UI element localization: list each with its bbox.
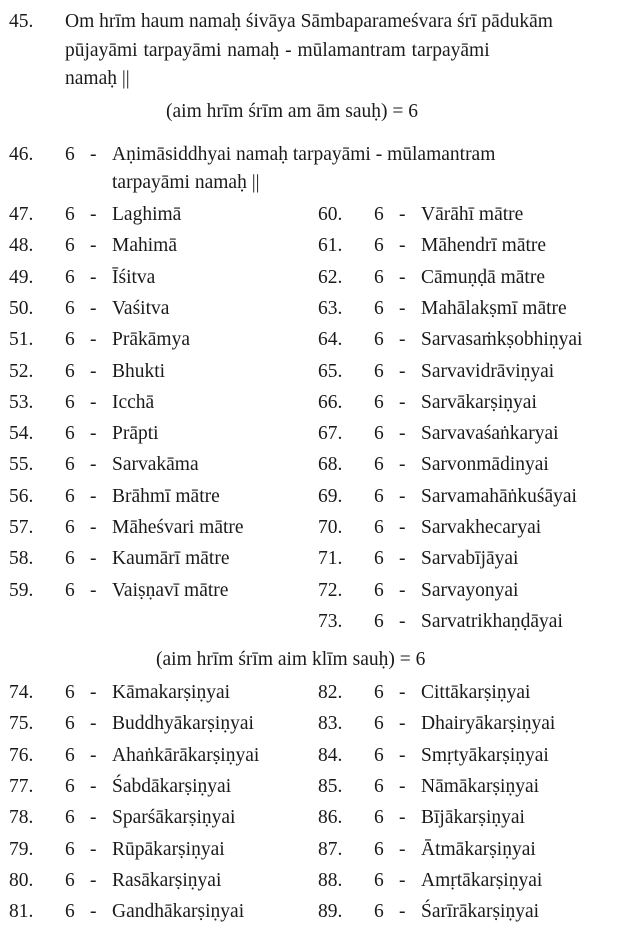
entry-name: Īśitva <box>112 266 156 288</box>
entry-number: 49. <box>9 266 34 288</box>
entry-name: Vaśitva <box>112 297 170 319</box>
entry-count: 6 <box>374 838 384 860</box>
entry-count: 6 <box>65 423 75 445</box>
entry-name: Mahimā <box>112 235 177 257</box>
entry-number: 53. <box>9 391 34 413</box>
entry-number: 61. <box>318 235 343 257</box>
entry-number: 67. <box>318 423 343 445</box>
entry-dash: - <box>90 485 97 507</box>
entry-dash: - <box>399 329 406 351</box>
entry-count: 6 <box>374 713 384 735</box>
entry-name: Kaumārī mātre <box>112 548 230 570</box>
entry-count: 6 <box>374 807 384 829</box>
entry-number: 59. <box>9 579 34 601</box>
entry-number: 81. <box>9 901 34 923</box>
entry-name: Amṛtākarṣiṇyai <box>421 869 543 891</box>
entry-number: 85. <box>318 775 343 797</box>
entry-dash: - <box>90 204 97 225</box>
entry-number: 62. <box>318 266 343 288</box>
entry-dash: - <box>90 329 97 351</box>
entry-number: 50. <box>9 297 34 319</box>
entry-dash: - <box>399 423 406 445</box>
entry-name: Mahālakṣmī mātre <box>421 297 567 319</box>
entry-number: 88. <box>318 869 343 891</box>
entry-dash: - <box>90 266 97 288</box>
entry-count: 6 <box>65 329 75 351</box>
entry-dash: - <box>90 391 97 413</box>
entry-count: 6 <box>65 579 75 601</box>
entry-text-line: Om hrīm haum namaḥ śivāya Sāmbaparameśvara śrī pādukām <box>65 11 553 32</box>
entry-number: 70. <box>318 517 343 538</box>
entry-count: 6 <box>65 144 75 165</box>
entry-count: 6 <box>65 548 75 570</box>
entry-dash: - <box>90 360 97 382</box>
entry-name: Ātmākarṣiṇyai <box>421 838 536 860</box>
entry-number: 51. <box>9 329 34 351</box>
entry-text-line: Aṇimāsiddhyai namaḥ tarpayāmi - mūlamantram <box>112 144 496 165</box>
entry-dash: - <box>399 391 406 413</box>
entry-dash: - <box>399 204 406 225</box>
entry-count: 6 <box>65 297 75 319</box>
entry-dash: - <box>90 807 97 829</box>
entry-number: 65. <box>318 360 343 382</box>
entry-dash: - <box>90 744 97 766</box>
entry-text-line: namaḥ || <box>65 68 130 89</box>
entry-name: Sarvākarṣiṇyai <box>421 391 537 413</box>
entry-name: Sparśākarṣiṇyai <box>112 807 236 829</box>
entry-number: 60. <box>318 204 343 225</box>
entry-dash: - <box>90 517 97 538</box>
entry-dash: - <box>399 744 406 766</box>
entry-dash: - <box>90 775 97 797</box>
entry-count: 6 <box>65 360 75 382</box>
entry-name: Sarvamahāṅkuśāyai <box>421 485 577 507</box>
entry-name: Rasākarṣiṇyai <box>112 869 222 891</box>
entry-number: 66. <box>318 391 343 413</box>
entry-count: 6 <box>65 485 75 507</box>
entry-count: 6 <box>65 517 75 538</box>
entry-dash: - <box>90 713 97 735</box>
entry-number: 82. <box>318 682 343 703</box>
entry-name: Śarīrākarṣiṇyai <box>421 901 540 923</box>
entry-number: 47. <box>9 204 34 225</box>
entry-count: 6 <box>374 204 384 225</box>
entry-number: 57. <box>9 517 34 538</box>
entry-number: 72. <box>318 579 343 601</box>
entry-dash: - <box>90 838 97 860</box>
entry-dash: - <box>399 713 406 735</box>
entry-number: 45. <box>9 11 34 32</box>
entry-dash: - <box>90 682 97 703</box>
entry-dash: - <box>90 454 97 476</box>
mantra-equation: (aim hrīm śrīm aim klīm sauḥ) = 6 <box>156 649 426 670</box>
entry-dash: - <box>399 297 406 319</box>
entry-count: 6 <box>374 266 384 288</box>
entry-dash: - <box>399 838 406 860</box>
entry-count: 6 <box>374 610 384 632</box>
entry-dash: - <box>399 682 406 703</box>
entry-name: Cittākarṣiṇyai <box>421 682 531 703</box>
entry-number: 69. <box>318 485 343 507</box>
entry-name: Māhendrī mātre <box>421 235 547 257</box>
entry-dash: - <box>399 454 406 476</box>
entry-dash: - <box>90 869 97 891</box>
entry-number: 87. <box>318 838 343 860</box>
entry-name: Sarvavaśaṅkaryai <box>421 423 559 445</box>
entry-count: 6 <box>374 360 384 382</box>
entry-count: 6 <box>374 423 384 445</box>
entry-count: 6 <box>374 329 384 351</box>
entry-name: Sarvayonyai <box>421 579 519 601</box>
entry-dash: - <box>399 775 406 797</box>
entry-number: 74. <box>9 682 34 703</box>
entry-dash: - <box>399 235 406 257</box>
entry-count: 6 <box>374 485 384 507</box>
entry-number: 58. <box>9 548 34 570</box>
entry-name: Sarvatrikhaṇḍāyai <box>421 610 563 632</box>
entry-dash: - <box>399 266 406 288</box>
entry-dash: - <box>399 517 406 538</box>
entry-dash: - <box>90 144 97 165</box>
entry-count: 6 <box>65 869 75 891</box>
entry-name: Brāhmī mātre <box>112 485 220 507</box>
entry-number: 48. <box>9 235 34 257</box>
entry-dash: - <box>399 807 406 829</box>
entry-count: 6 <box>65 775 75 797</box>
entry-count: 6 <box>374 901 384 923</box>
entry-number: 63. <box>318 297 343 319</box>
entry-dash: - <box>90 297 97 319</box>
entry-number: 46. <box>9 144 34 165</box>
entry-dash: - <box>399 869 406 891</box>
entry-name: Sarvabījāyai <box>421 548 519 570</box>
entry-name: Gandhākarṣiṇyai <box>112 901 245 923</box>
entry-number: 79. <box>9 838 34 860</box>
entry-dash: - <box>90 423 97 445</box>
entry-name: Sarvakāma <box>112 454 199 476</box>
entry-number: 78. <box>9 807 34 829</box>
entry-dash: - <box>90 901 97 923</box>
entry-name: Sarvakhecaryai <box>421 517 542 538</box>
entry-number: 77. <box>9 775 34 797</box>
entry-number: 89. <box>318 901 343 923</box>
entry-dash: - <box>399 610 406 632</box>
entry-count: 6 <box>65 901 75 923</box>
entry-name: Bhukti <box>112 360 166 382</box>
entry-number: 80. <box>9 869 34 891</box>
entry-count: 6 <box>374 869 384 891</box>
entry-name: Ahaṅkārākarṣiṇyai <box>112 744 260 766</box>
entry-text-line: tarpayāmi namaḥ || <box>112 172 260 193</box>
entry-count: 6 <box>374 297 384 319</box>
entry-name: Prāpti <box>112 423 159 445</box>
entry-count: 6 <box>374 744 384 766</box>
entry-count: 6 <box>65 266 75 288</box>
entry-count: 6 <box>374 682 384 703</box>
entry-count: 6 <box>65 204 75 225</box>
entry-text-line: pūjayāmi tarpayāmi namaḥ - mūlamantram tarpayāmi <box>65 40 490 61</box>
entry-number: 56. <box>9 485 34 507</box>
entry-dash: - <box>399 901 406 923</box>
entry-name: Sarvavidrāviṇyai <box>421 360 555 382</box>
entry-count: 6 <box>374 454 384 476</box>
entry-name: Sarvasaṁkṣobhiṇyai <box>421 329 583 351</box>
entry-count: 6 <box>374 517 384 538</box>
entry-name: Sarvonmādinyai <box>421 454 549 476</box>
entry-name: Laghimā <box>112 204 182 225</box>
entry-count: 6 <box>374 548 384 570</box>
entry-dash: - <box>399 548 406 570</box>
entry-count: 6 <box>374 391 384 413</box>
entry-number: 73. <box>318 610 343 632</box>
entry-count: 6 <box>374 775 384 797</box>
entry-count: 6 <box>65 682 75 703</box>
entry-dash: - <box>399 485 406 507</box>
entry-number: 75. <box>9 713 34 735</box>
entry-name: Bījākarṣiṇyai <box>421 807 525 829</box>
entry-number: 54. <box>9 423 34 445</box>
entry-number: 76. <box>9 744 34 766</box>
entry-number: 86. <box>318 807 343 829</box>
entry-number: 55. <box>9 454 34 476</box>
entry-count: 6 <box>65 235 75 257</box>
entry-dash: - <box>399 579 406 601</box>
entry-number: 64. <box>318 329 343 351</box>
entry-number: 68. <box>318 454 343 476</box>
entry-dash: - <box>90 235 97 257</box>
entry-name: Vārāhī mātre <box>421 204 524 225</box>
entry-count: 6 <box>374 579 384 601</box>
entry-number: 84. <box>318 744 343 766</box>
entry-name: Icchā <box>112 391 155 413</box>
entry-name: Smṛtyākarṣiṇyai <box>421 744 549 766</box>
entry-name: Dhairyākarṣiṇyai <box>421 713 556 735</box>
entry-dash: - <box>90 548 97 570</box>
entry-number: 71. <box>318 548 343 570</box>
mantra-equation: (aim hrīm śrīm am ām sauḥ) = 6 <box>166 101 418 122</box>
entry-count: 6 <box>65 807 75 829</box>
entry-count: 6 <box>65 391 75 413</box>
entry-name: Rūpākarṣiṇyai <box>112 838 225 860</box>
entry-name: Śabdākarṣiṇyai <box>112 775 232 797</box>
entry-name: Prākāmya <box>112 329 190 351</box>
entry-name: Kāmakarṣiṇyai <box>112 682 231 703</box>
entry-dash: - <box>399 360 406 382</box>
entry-name: Nāmākarṣiṇyai <box>421 775 540 797</box>
entry-count: 6 <box>374 235 384 257</box>
entry-name: Cāmuṇḍā mātre <box>421 266 545 288</box>
entry-count: 6 <box>65 838 75 860</box>
entry-name: Vaiṣṇavī mātre <box>112 579 229 601</box>
entry-count: 6 <box>65 744 75 766</box>
entry-count: 6 <box>65 713 75 735</box>
entry-dash: - <box>90 579 97 601</box>
entry-count: 6 <box>65 454 75 476</box>
entry-number: 83. <box>318 713 343 735</box>
entry-name: Buddhyākarṣiṇyai <box>112 713 254 735</box>
entry-number: 52. <box>9 360 34 382</box>
entry-name: Māheśvari mātre <box>112 517 244 538</box>
